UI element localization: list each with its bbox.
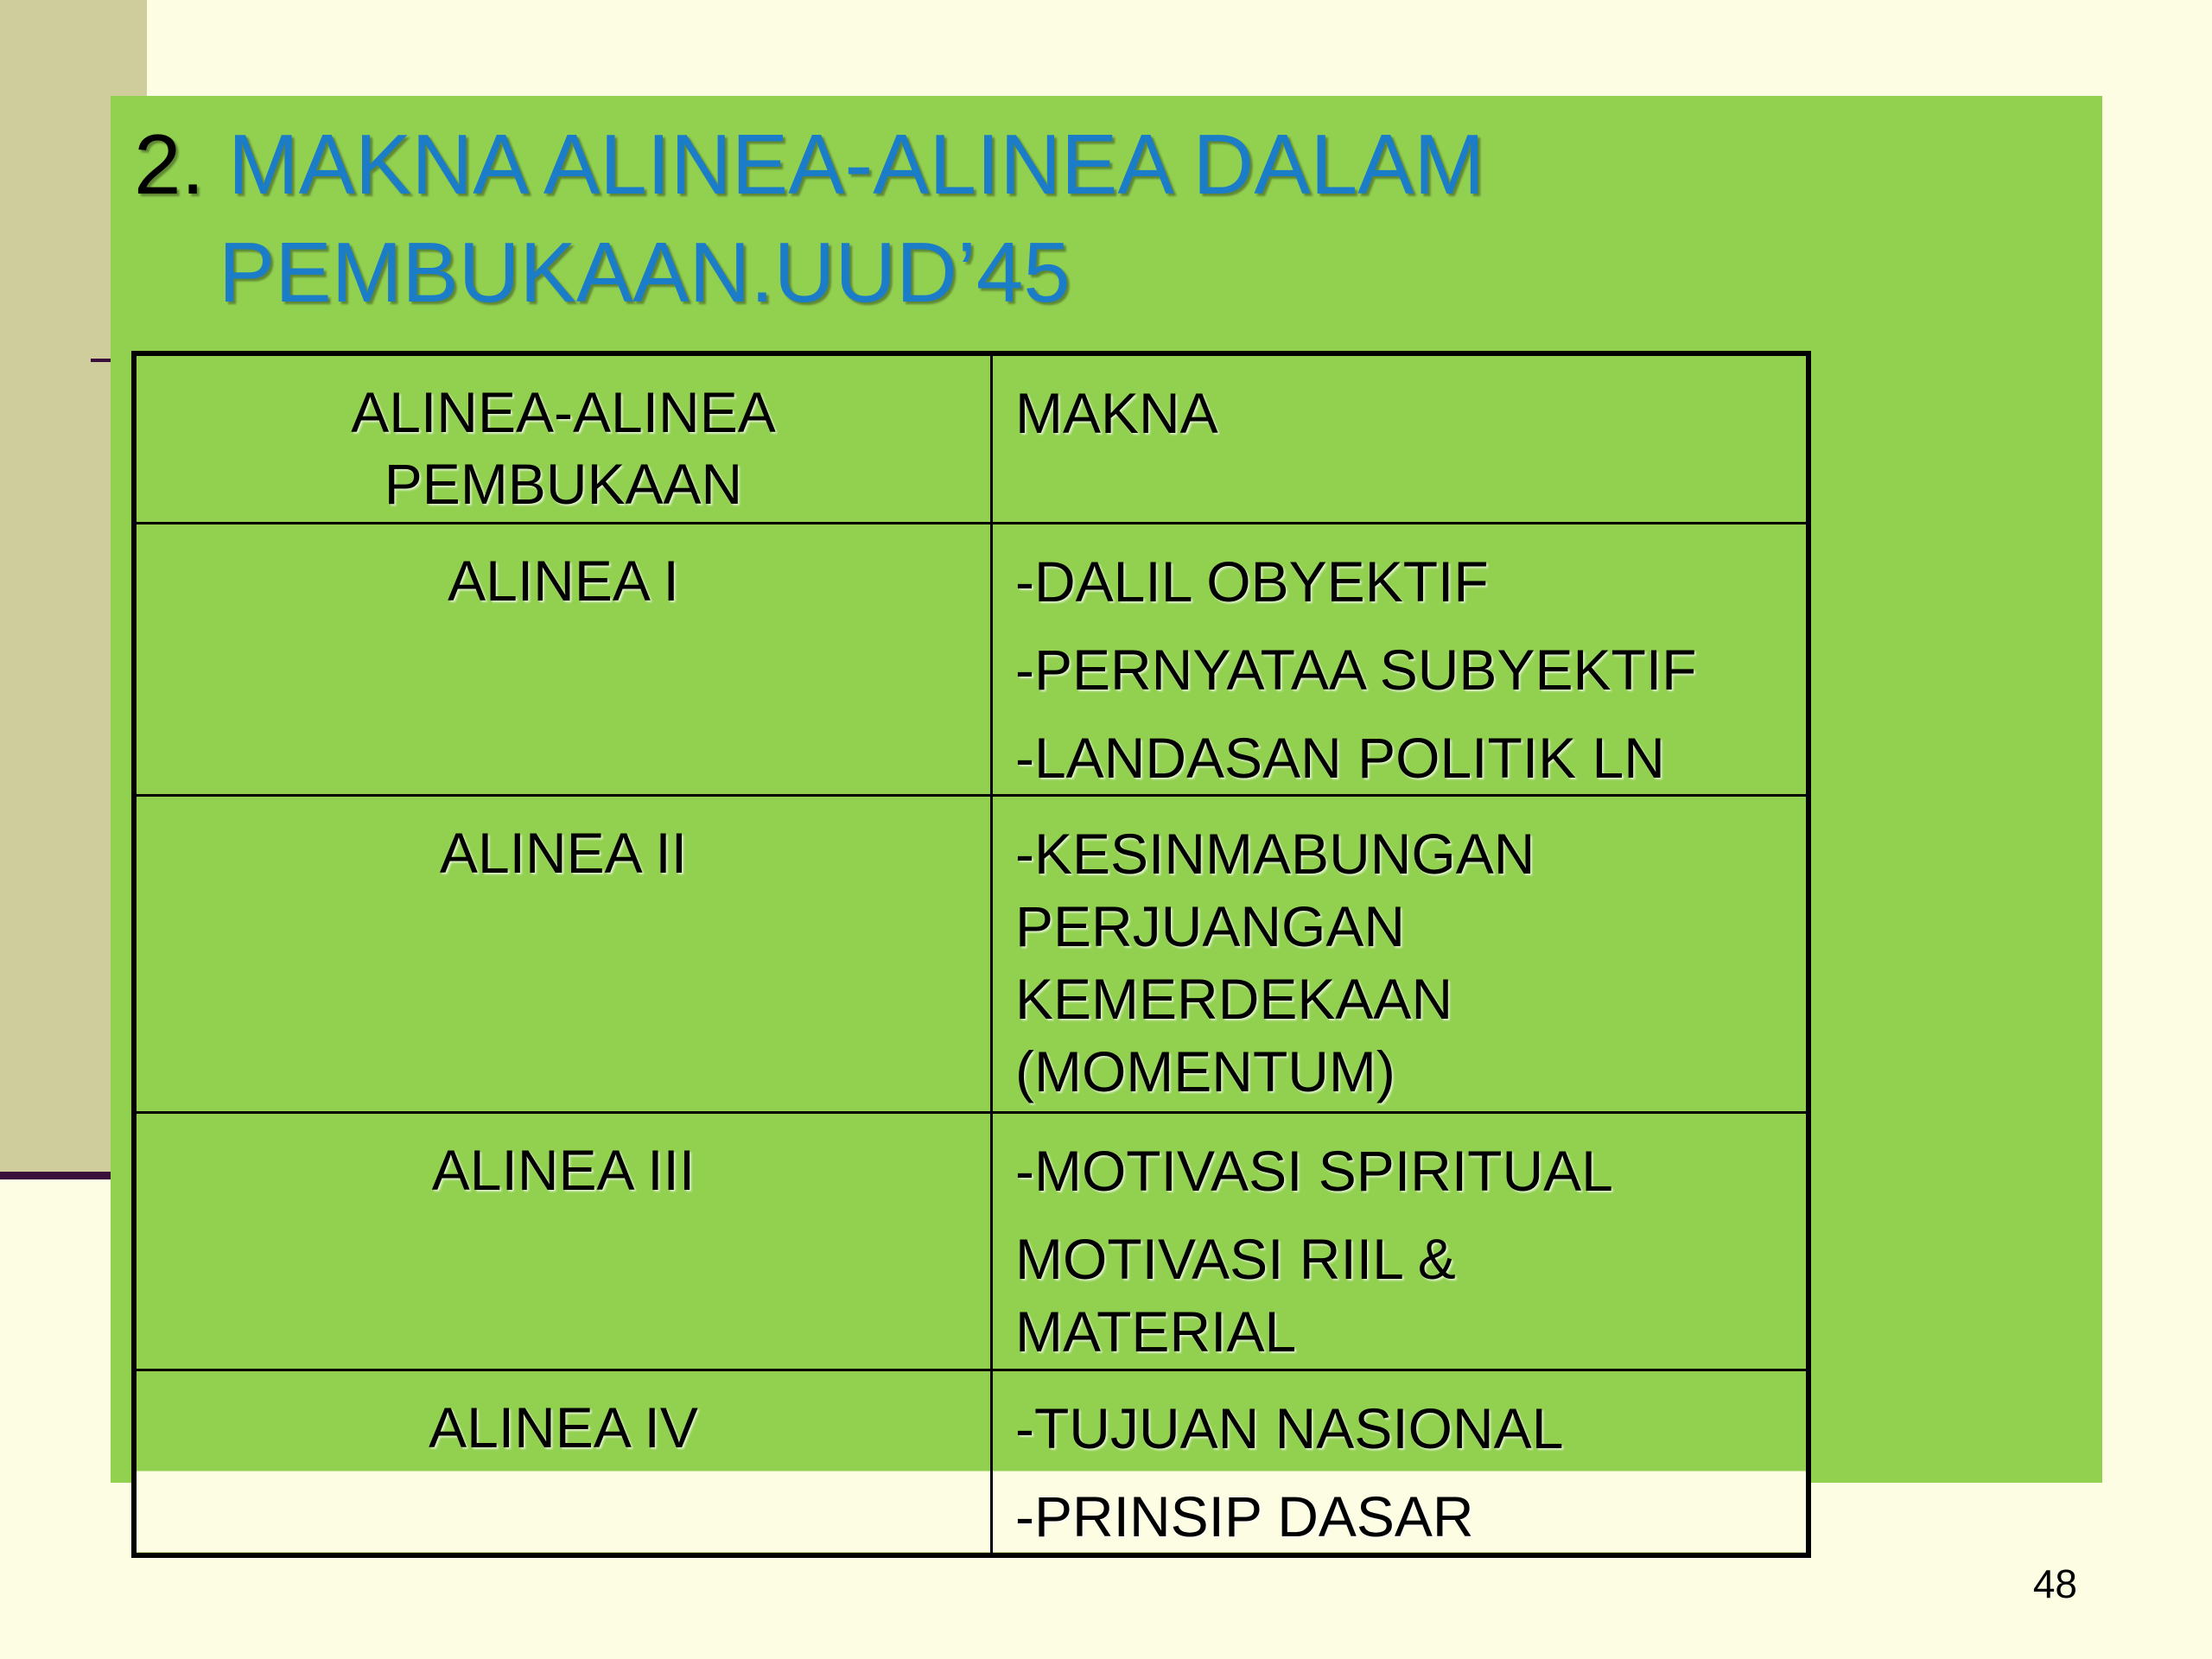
makna-item: -MOTIVASI SPIRITUAL [1015, 1138, 1613, 1203]
title-line-2: PEMBUKAAN.UUD’45 [219, 225, 1071, 320]
makna-item: MOTIVASI RIIL & [1015, 1226, 1456, 1291]
header-cell-alinea [134, 353, 992, 523]
table-row [134, 1112, 1808, 1370]
makna-item: (MOMENTUM) [1015, 1039, 1395, 1103]
table-header-row [134, 353, 1808, 523]
header-alinea-line-1: ALINEA-ALINEA [351, 380, 776, 444]
makna-table [131, 351, 1811, 1558]
alinea-cell: ALINEA II [134, 795, 992, 1112]
makna-item: PERJUANGAN [1015, 893, 1406, 958]
header-cell-makna [992, 353, 1809, 523]
makna-cell [992, 1370, 1809, 1555]
header-makna: MAKNA [1015, 381, 1218, 445]
alinea-cell: ALINEA IV [134, 1370, 992, 1555]
makna-cell [992, 523, 1809, 795]
makna-item: -TUJUAN NASIONAL [1015, 1395, 1564, 1460]
alinea-cell: ALINEA I [134, 523, 992, 795]
page-number: 48 [2032, 1561, 2077, 1606]
table-row [134, 1370, 1808, 1555]
makna-item: -KESINMABUNGAN [1015, 821, 1535, 886]
title-line-1: MAKNA ALINEA-ALINEA DALAM [227, 117, 1485, 212]
makna-item: -PRINSIP DASAR [1015, 1484, 1474, 1548]
table-row [134, 795, 1808, 1112]
alinea-cell: ALINEA III [134, 1112, 992, 1370]
accent-line [0, 1172, 121, 1179]
makna-item: -DALIL OBYEKTIF [1015, 549, 1489, 613]
makna-item: KEMERDEKAAN [1015, 966, 1453, 1031]
makna-item: -PERNYATAA SUBYEKTIF [1015, 637, 1697, 702]
title-number: 2. [134, 117, 205, 212]
table-row [134, 523, 1808, 795]
makna-cell [992, 1112, 1809, 1370]
makna-item: MATERIAL [1015, 1299, 1297, 1363]
makna-item: -LANDASAN POLITIK LN [1015, 725, 1665, 790]
slide-title [134, 111, 2035, 327]
makna-cell [992, 795, 1809, 1112]
header-alinea-line-2: PEMBUKAAN [384, 452, 743, 516]
